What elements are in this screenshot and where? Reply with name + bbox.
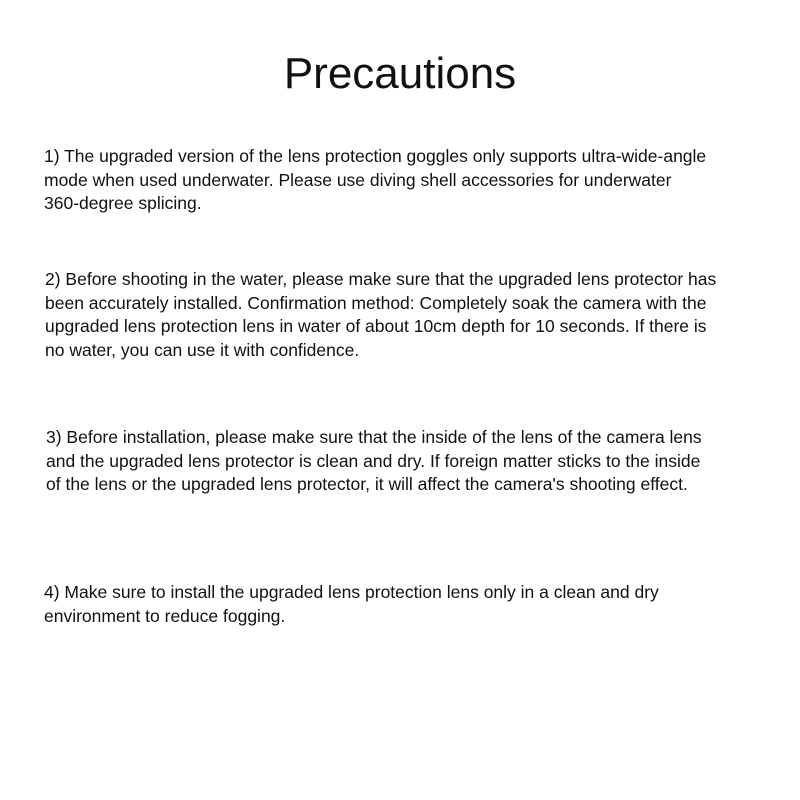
precaution-item-3: 3) Before installation, please make sure that the inside of the lens of the camera lens and the upgraded lens protector is clean and dry. If foreign matter sticks to the inside of the lens or the upgraded lens protector, it will affect the camera's shooting effect. — [46, 427, 702, 494]
precaution-item-1: 1) The upgraded version of the lens protection goggles only supports ultra-wide-angle mode when used underwater. Please use diving shell accessories for underwater 360-degree splicing. — [44, 146, 707, 213]
page-title: Precautions — [283, 49, 517, 98]
precaution-item-4: 4) Make sure to install the upgraded lens protection lens only in a clean and dry environment to reduce fogging. — [44, 582, 659, 626]
precaution-item-2: 2) Before shooting in the water, please make sure that the upgraded lens protector has been accurately installed. Confirmation method: Completely soak the camera with the upgraded lens protection lens in water of about 10cm depth for 10 seconds. If there is no water, you can use it with confidence. — [45, 269, 717, 360]
